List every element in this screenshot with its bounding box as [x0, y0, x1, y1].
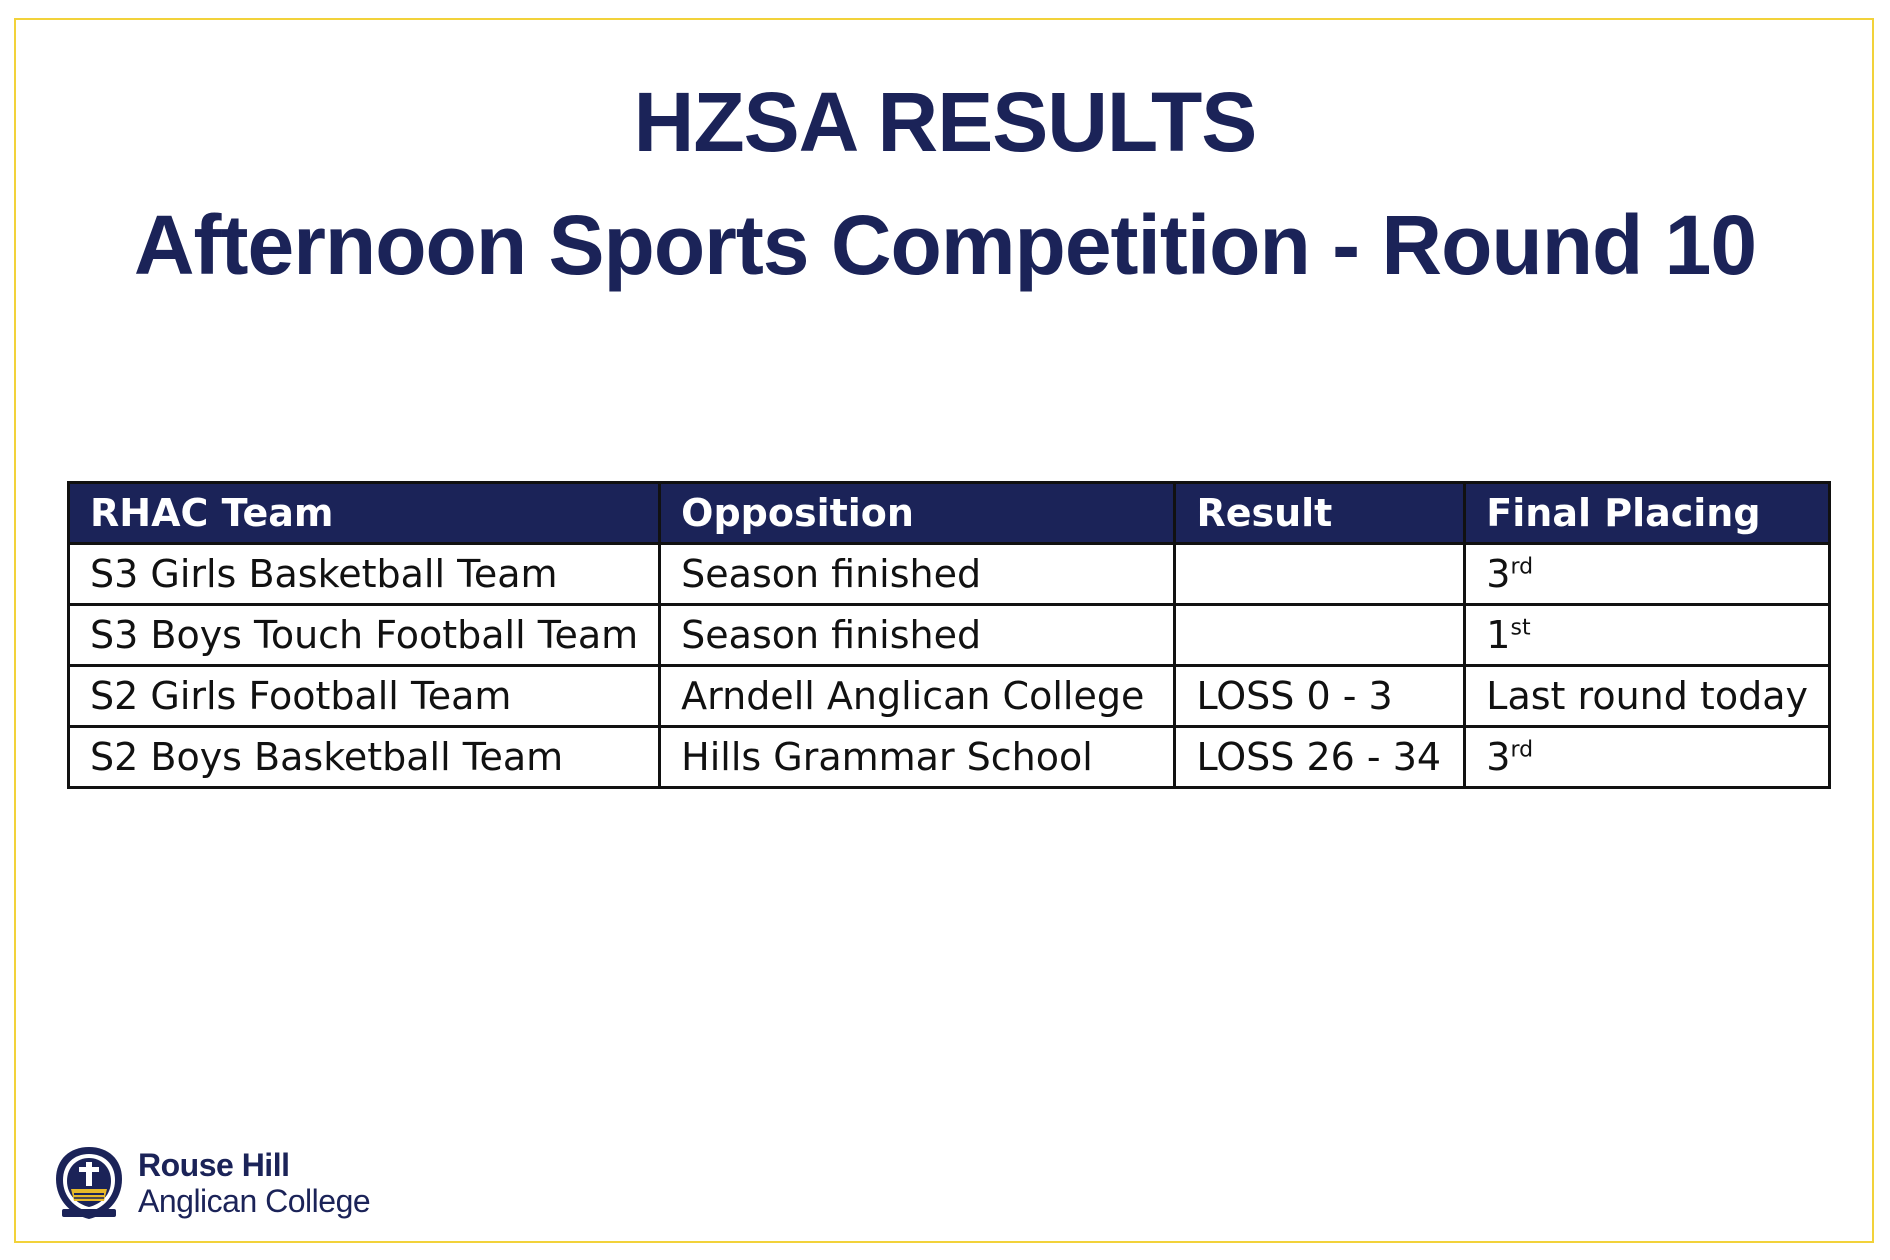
cell-team: S3 Boys Touch Football Team — [69, 605, 660, 666]
cell-result: LOSS 0 - 3 — [1175, 666, 1465, 727]
table-row — [69, 605, 1830, 666]
placing-value: 3 — [1486, 552, 1511, 596]
cell-placing — [1465, 727, 1830, 788]
results-table — [67, 481, 1831, 789]
page-subtitle: Afternoon Sports Competition - Round 10 — [133, 198, 1757, 292]
placing-suffix: rd — [1510, 554, 1534, 580]
table-row — [69, 666, 1830, 727]
header-result: Result — [1175, 483, 1465, 544]
cell-team: S2 Boys Basketball Team — [69, 727, 660, 788]
cell-opposition: Arndell Anglican College — [660, 666, 1175, 727]
cell-result — [1175, 605, 1465, 666]
table-header-row — [69, 483, 1830, 544]
cell-team: S2 Girls Football Team — [69, 666, 660, 727]
cell-placing — [1465, 544, 1830, 605]
cell-result — [1175, 544, 1465, 605]
page-title: HZSA RESULTS — [633, 75, 1257, 169]
cell-opposition: Hills Grammar School — [660, 727, 1175, 788]
cell-opposition: Season finished — [660, 544, 1175, 605]
header-final-placing: Final Placing — [1465, 483, 1830, 544]
table-row — [69, 544, 1830, 605]
placing-value: 1 — [1486, 613, 1511, 657]
cell-opposition: Season finished — [660, 605, 1175, 666]
brand-subname: Anglican College — [138, 1183, 371, 1219]
placing-value: Last round today — [1486, 674, 1808, 718]
placing-suffix: st — [1510, 615, 1531, 641]
brand-name: Rouse Hill — [138, 1147, 290, 1183]
cell-placing — [1465, 605, 1830, 666]
cell-result: LOSS 26 - 34 — [1175, 727, 1465, 788]
cell-team: S3 Girls Basketball Team — [69, 544, 660, 605]
placing-suffix: rd — [1510, 737, 1534, 763]
header-rhac-team: RHAC Team — [69, 483, 660, 544]
table-row — [69, 727, 1830, 788]
header-opposition: Opposition — [660, 483, 1175, 544]
school-crest-icon — [52, 1145, 126, 1221]
placing-value: 3 — [1486, 735, 1511, 779]
cell-placing — [1465, 666, 1830, 727]
